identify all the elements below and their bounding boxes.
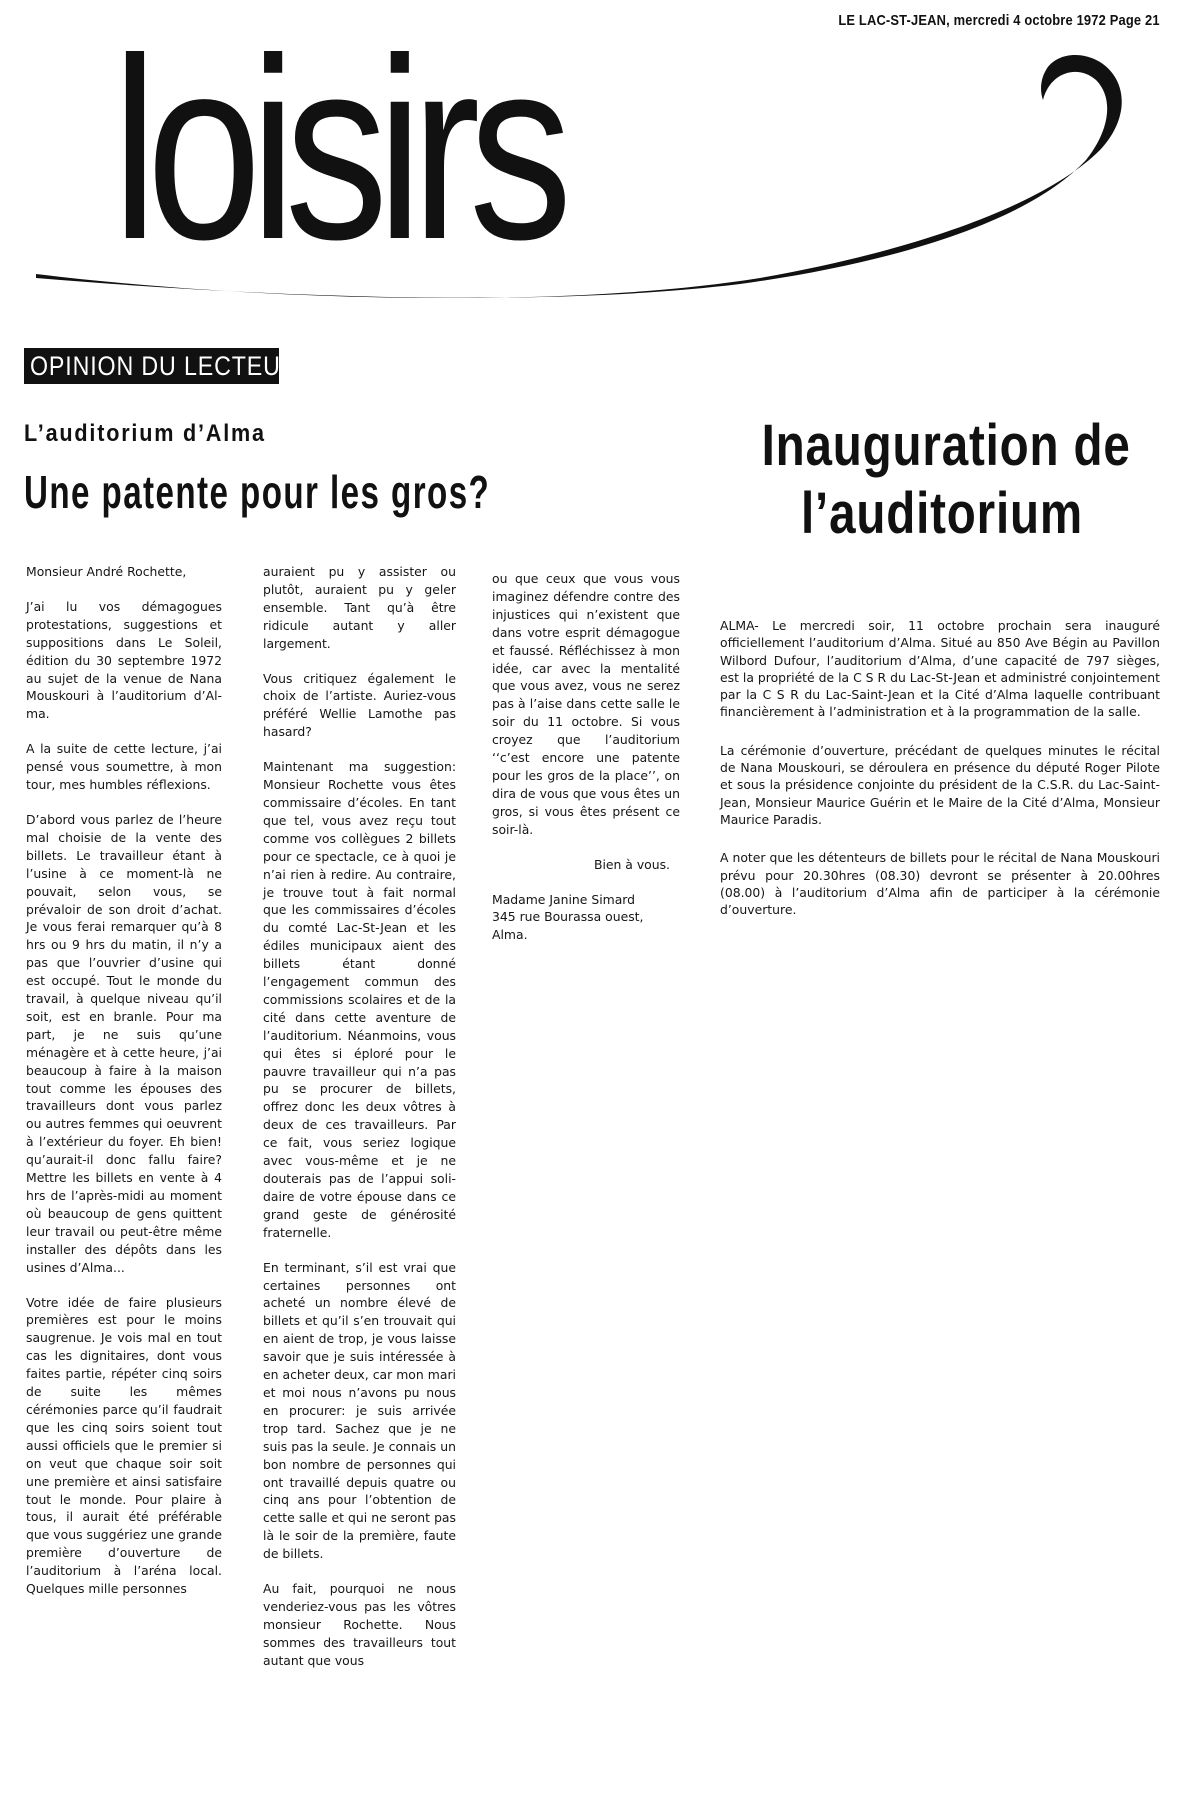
inauguration-headline-line-2: l’auditorium xyxy=(800,481,1083,546)
inauguration-paragraph: A noter que les détenteurs de billets pour le récital de Nana Mouskouri prévu pour 20.30hres (08.30) devront se présenter à 20.00hres (08.00) à l’auditorium d’Alma afin de participer à la cérémonie d’ouverture. xyxy=(720,850,1160,918)
inauguration-paragraph: ALMA- Le mercredi soir, 11 octobre prochain sera inauguré officiellement l’auditorium d’Alma. Situé au 850 Ave Bégin au Pavillon Wilbord Dufour, l’auditorium d’Alma, d’une capacité de 797 sièges, est la propriété de la C S R du Lac-St-Jean et administré conjointement par la C S R du Lac-Saint-Jean et la Cité d’Alma laquelle contribuant financièrement à l’administration et à la programmation de la salle. xyxy=(720,618,1160,720)
inauguration-paragraph: La cérémonie d’ouverture, précédant de quelques minutes le récital de Nana Mouskouri, se déroulera en présence du député Roger Pilote et sous la présidence conjointe du président de la C.S.R. du Lac-Saint-Jean, Monsieur Maurice Guérin et le Maire de la Cité d’Alma, Monsieur Maurice Paradis. xyxy=(720,742,1160,827)
inauguration-body xyxy=(720,617,1160,939)
letter-signoff: Bien à vous. xyxy=(593,856,670,872)
letter-paragraph: Au fait, pourquoi ne nous venderiez-vous pas les vôtres monsieur Rochette. Nous sommes des travailleurs tout autant que vous xyxy=(263,1581,456,1668)
dateline: LE LAC-ST-JEAN, mercredi 4 octobre 1972 Page 21 xyxy=(838,12,1160,29)
letter-paragraph: J’ai lu vos démagogues protestations, suggestions et suppositions dans Le Soleil, édition du 30 septembre 1972 au sujet de la venue de Nana Mouskouri à l’auditorium d’Alma. xyxy=(26,598,222,722)
signature-name: Madame Janine Simard xyxy=(492,891,636,907)
inauguration-headline-line-1: Inauguration de xyxy=(761,413,1131,478)
letter-paragraph: A la suite de cette lecture, j’ai pensé vous soumettre, à mon tour, mes humbles réflexions. xyxy=(26,741,222,793)
inauguration-headline xyxy=(722,412,1162,548)
letter-column-2 xyxy=(263,563,456,1687)
letter-paragraph: Vous critiquez également le choix de l’artiste. Auriez-vous préféré Wellie Lamothe pas hasard? xyxy=(263,670,456,740)
letter-paragraph: auraient pu y assister ou plutôt, auraient pu y geler ensemble. Tant qu’à être ridicule autant y aller largement. xyxy=(263,564,456,651)
letter-paragraph: En terminant, s’il est vrai que certaines personnes ont acheté un nombre élevé de billets et qu’il s’en trouvait qui en aient de trop, je vous laisse savoir que je suis intéressée à en acheter deux, car mon mari et moi nous n’avons pu nous en procurer: je suis arrivée trop tard. Sachez que je ne suis pas la seule. Je connais un bon nombre de personnes qui ont travaillé depuis quatre ou cinq ans pour l’obtention de cette salle et qui ne seront pas là le soir de la première, faute de billets. xyxy=(263,1259,456,1562)
letter-paragraph: D’abord vous parlez de l’heure mal choisie de la vente des billets. Le travailleur étant à l’usine à ce moment-là ne pouvait, selon vous, se prévaloir de son droit d’achat. Je vous ferai remarquer qu’à 8 hrs ou 9 hrs du matin, il n’y a pas que l’ouvrier d’usine qui est occupé. Tout le monde du travail, à quelque niveau qu’il soit, est en branle. Pour ma part, je ne suis qu’une ménagère et à cette heure, j’ai beaucoup à faire à la maison tout comme les épouses des travailleurs dont vous parlez ou autres femmes qui oeuvrent à l’extérieur du foyer. Eh bien! qu’aurait-il donc fallu faire? Mettre les billets en vente à 4 hrs de l’après-midi au moment où beaucoup de gens quittent leur travail ou peut-être même installer des dépôts dans les usines d’Alma... xyxy=(26,811,222,1275)
letter-paragraph: ou que ceux que vous vous imaginez défendre contre des injustices qui n’existent que dans votre esprit démagogue et faussé. Réfléchissez à mon idée, car avec la mentalité que vous avez, vous ne serez pas à l’aise dans cette salle le soir du 11 octobre. Si vous croyez que l’auditorium ‘‘c’est encore une patente pour les gros de la place’’, on dira de vous que vous êtes un gros, si vous êtes présent ce soir-là. xyxy=(492,571,680,837)
signature-address: 345 rue Bourassa ouest, xyxy=(492,909,644,925)
signature-city: Alma. xyxy=(492,927,528,943)
masthead xyxy=(0,0,1184,330)
letter-paragraph: Votre idée de faire plusieurs premières est pour le moins saugrenue. Je vois mal en tout cas les dignitaires, dont vous faites partie, répéter cinq soirs de suite les mêmes cérémonies parce qu’il faudrait que les cinq soirs soient tout aussi officiels que le premier si on veut que chaque soir soit une première et ainsi satisfaire tout le monde. Pour plaire à tous, il aurait été préférable que vous suggériez une grande première d’ouverture de l’auditorium à l’aréna local. Quelques mille personnes xyxy=(26,1294,222,1597)
section-label xyxy=(24,348,299,384)
letter-paragraph: Monsieur André Rochette, xyxy=(26,564,187,579)
masthead-title: loisirs xyxy=(112,4,562,293)
section-label-text: OPINION DU LECTEUR xyxy=(30,351,299,381)
letter-paragraph: Maintenant ma suggestion: Monsieur Rochette vous êtes commissaire d’écoles. En tant que tel, vous avez reçu tout comme vos collègues 2 billets pour ce spectacle, ce à quoi je n’ai rien à redire. Au contraire, je trouve tout à fait normal que les commissaires d’écoles du comté Lac-St-Jean et les édiles municipaux aient des billets étant donné l’engagement commun des commissions scolaires et de la cité dans cette aventure de l’auditorium. Néanmoins, vous qui êtes si éploré pour le pauvre travailleur qui n’a pas pu se procurer de billets, offrez donc les deux vôtres à deux de ces travailleurs. Par ce fait, vous seriez logique avec vous-même et je ne douterais pas de l’appui solidaire de votre épouse dans ce grand geste de générosité fraternelle. xyxy=(263,759,456,1240)
letter-column-1 xyxy=(26,563,222,1615)
article-kicker: L’auditorium d’Alma xyxy=(24,420,266,447)
article-headline: Une patente pour les gros? xyxy=(24,466,491,518)
letter-column-3 xyxy=(492,570,680,944)
